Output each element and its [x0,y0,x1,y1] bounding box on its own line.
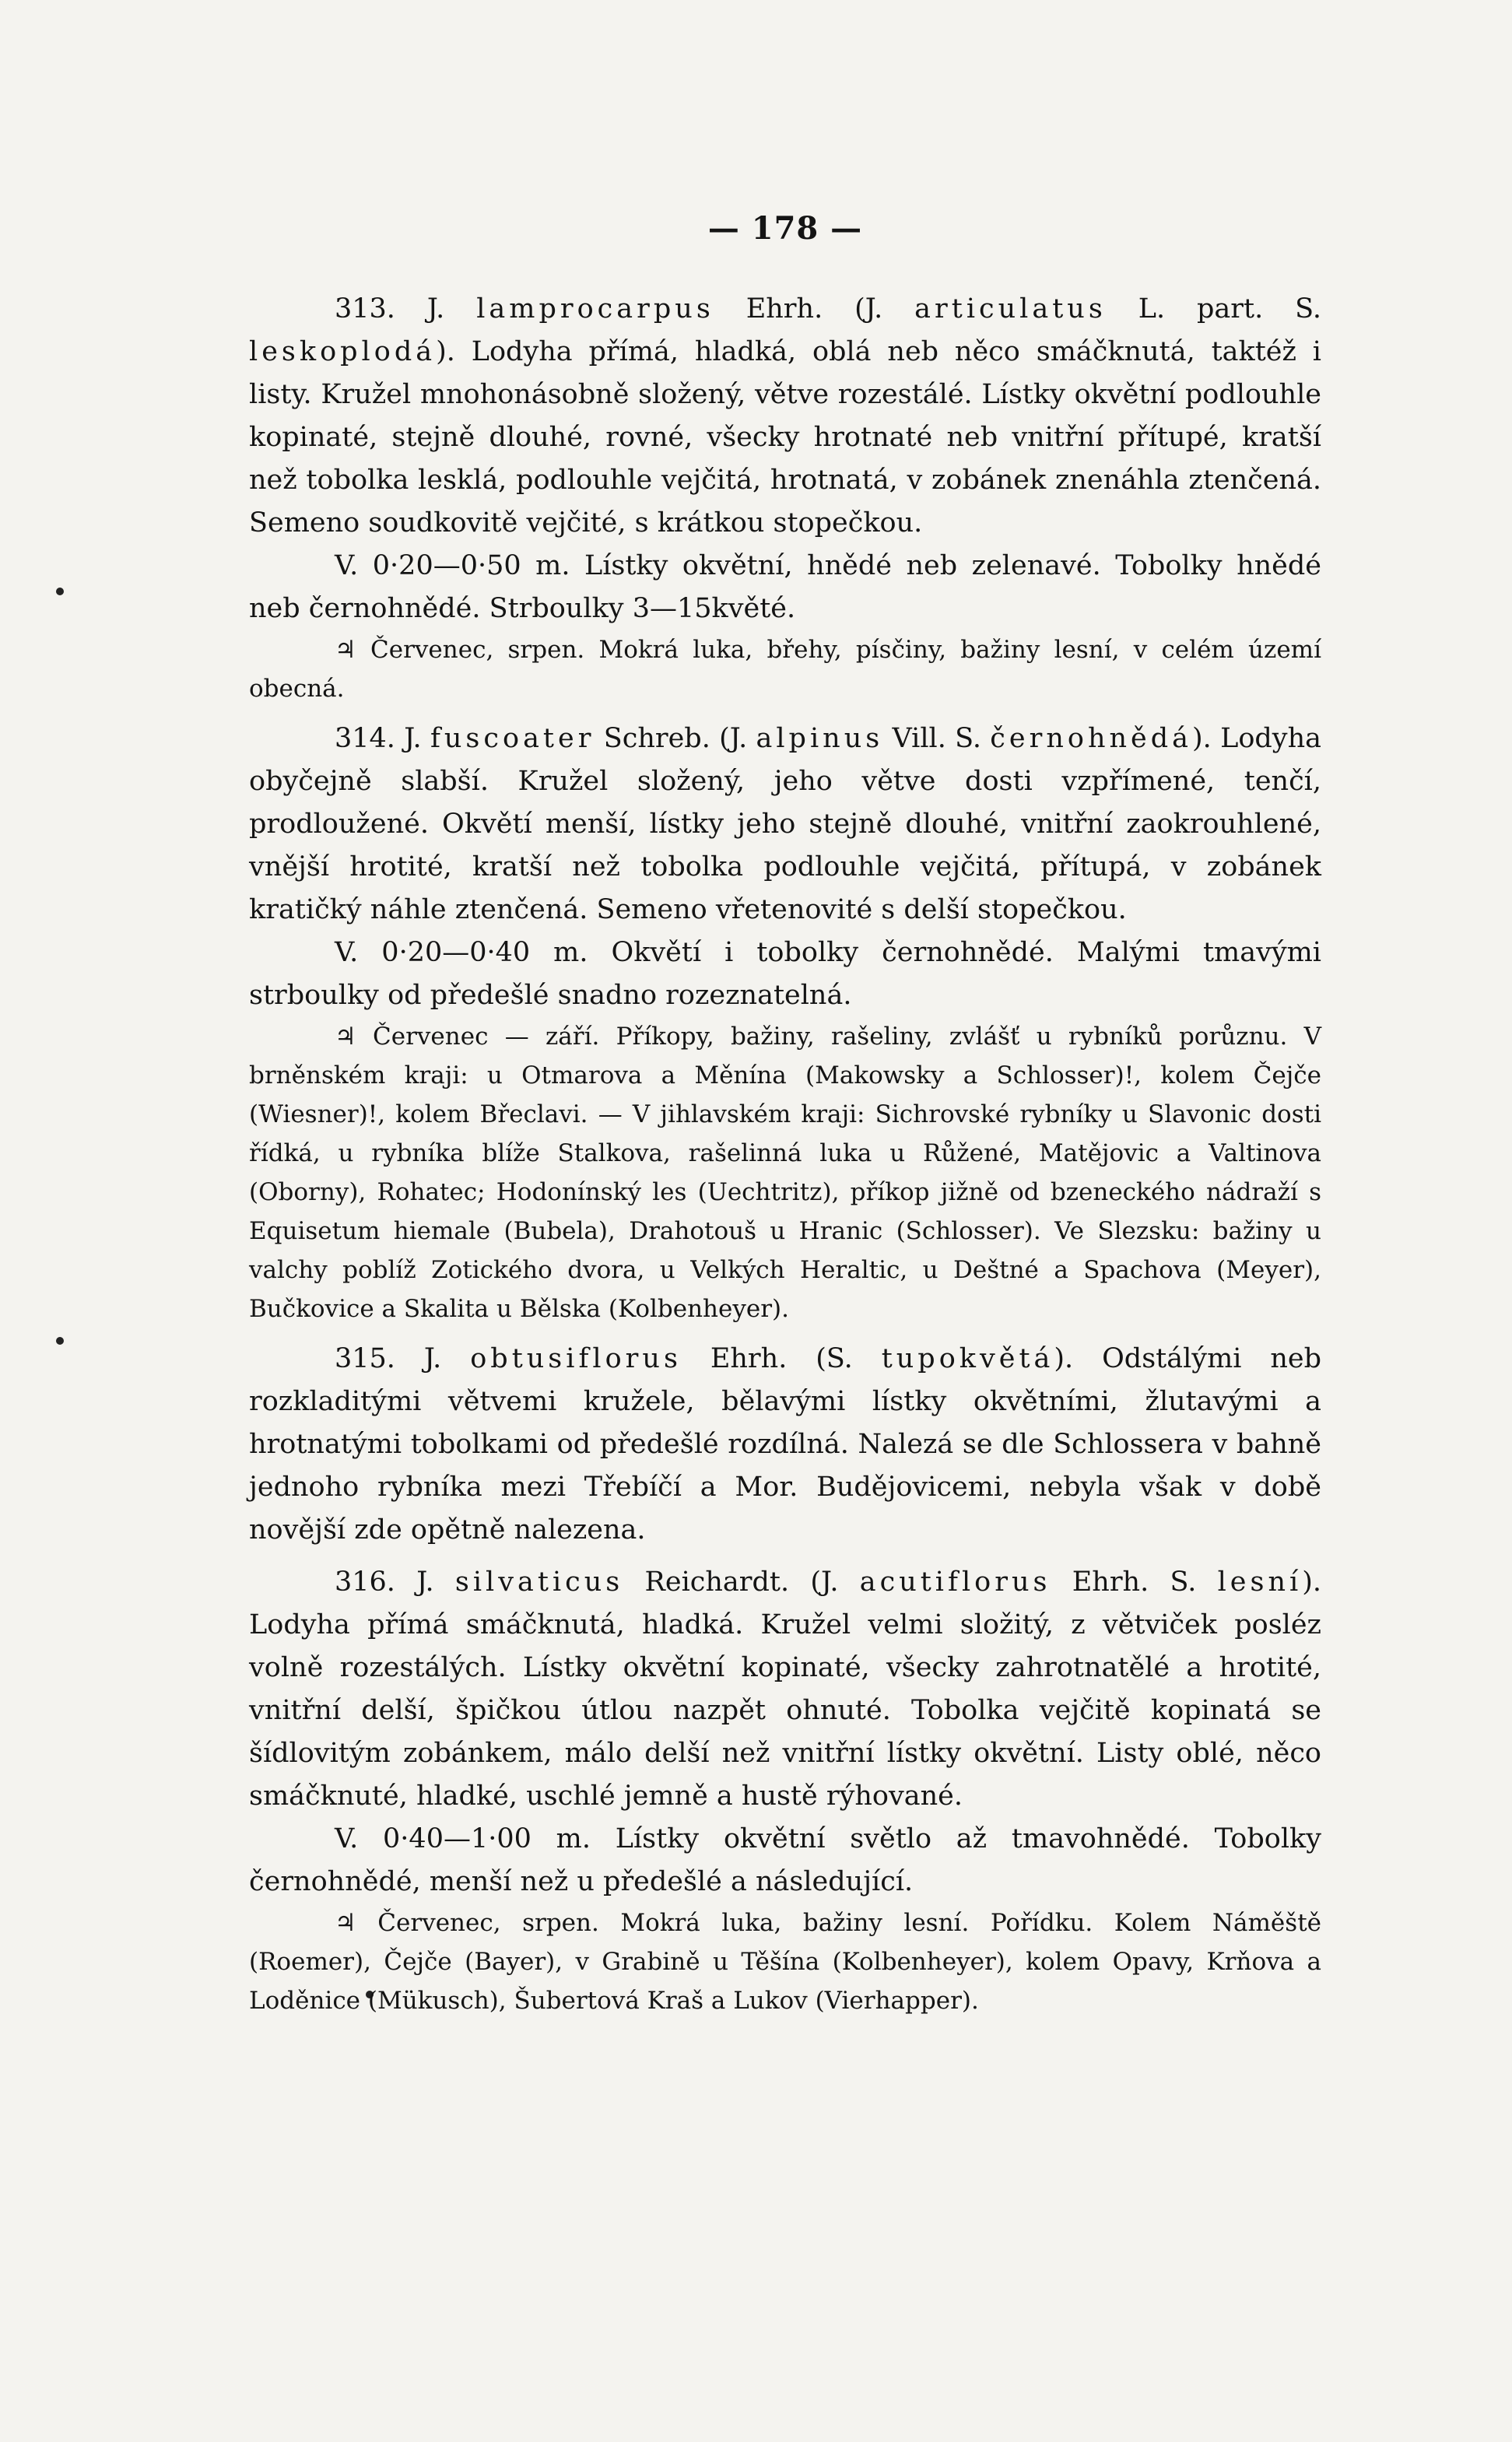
page-number: — 178 — [707,210,863,247]
margin-speck [56,588,64,595]
perennial-symbol: ♃ [335,636,356,664]
entry-314-habitat: ♃ Červenec — září. Příkopy, bažiny, rašeliny, zvlášť u rybníků porůznu. V brněnském kraji: u Otmarova a Měnína (Makowsky a Schlosser)!, kolem Čejče (Wiesner)!, kolem Břeclavi. — V jihlavském kraji: Sichrovské rybníky u Slavonic dosti řídká, u rybníka blíže Stalkova, rašelinná luka u Růžené, Matějovic a Valtinova (Oborny), Rohatec; Hodonínský les (Uechtritz), příkop jižně od bzeneckého nádraží s Equisetum hiemale (Bubela), Drahotouš u Hranic (Schlosser). Ve Slezsku: bažiny u valchy poblíž Zotického dvora, u Velkých Heraltic, u Deštné a Spachova (Meyer), Bučkovice a Skalita u Bělska (Kolbenheyer). [249,1023,1321,1323]
entry-313-habitat: ♃ Červenec, srpen. Mokrá luka, břehy, písčiny, bažiny lesní, v celém území obecná. [249,636,1321,703]
entry-316-habitat: ♃ Červenec, srpen. Mokrá luka, bažiny lesní. Pořídku. Kolem Náměště (Roemer), Čejče (Bayer), v Grabině u Těšína (Kolbenheyer), kolem Opavy, Krňova a Loděnice (Mükusch), Šubertová Kraš a Lukov (Vierhapper). [249,1909,1321,2015]
entry-313-description: 313. J. lamprocarpus Ehrh. (J. articulatus L. part. S. leskoplodá). Lodyha přímá, hladká, oblá neb něco smáčknutá, taktéž i listy. Kružel mnohonásobně složený, větve rozestálé. Lístky okvětní podlouhle kopinaté, stejně dlouhé, rovné, všecky hrotnaté neb vnitřní přítupé, kratší než tobolka lesklá, podlouhle vejčitá, hrotnatá, v zobánek znenáhla ztenčená. Semeno soudkovitě vejčité, s krátkou stopečkou. [249,293,1321,539]
entry-314-size: V. 0·20—0·40 m. Okvětí i tobolky černohnědé. Malými tmavými strboulky od předešlé snadno rozeznatelná. [249,937,1321,1011]
entry-313-size: V. 0·20—0·50 m. Lístky okvětní, hnědé neb zelenavé. Tobolky hnědé neb černohnědé. Strboulky 3—15květé. [249,550,1321,624]
perennial-symbol: ♃ [335,1909,356,1937]
entry-316-description: 316. J. silvaticus Reichardt. (J. acutiflorus Ehrh. S. lesní). Lodyha přímá smáčknutá, hladká. Kružel velmi složitý, z větviček posléz volně rozestálých. Lístky okvětní kopinaté, všecky zahrotnatělé a hrotité, vnitřní delší, špičkou útlou nazpět ohnuté. Tobolka vejčitě kopinatá se šídlovitým zobánkem, málo delší než vnitřní lístky okvětní. Listy oblé, něco smáčknuté, hladké, uschlé jemně a hustě rýhované. [249,1567,1321,1812]
entry-315-description: 315. J. obtusiflorus Ehrh. (S. tupokvětá). Odstálými neb rozkladitými větvemi kružele, bělavými lístky okvětními, žlutavými a hrotnatými tobolkami od předešlé rozdílná. Nalezá se dle Schlossera v bahně jednoho rybníka mezi Třebíčí a Mor. Budějovicemi, nebyla však v době novější zde opětně nalezena. [249,1343,1322,1546]
margin-speck [56,1337,64,1345]
entry-316-size: V. 0·40—1·00 m. Lístky okvětní světlo až tmavohnědé. Tobolky černohnědé, menší než u předešlé a následující. [249,1823,1321,1897]
entry-314-description: 314. J. fuscoater Schreb. (J. alpinus Vill. S. černohnědá). Lodyha obyčejně slabší. Kružel složený, jeho větve dosti vzpřímené, tenčí, prodloužené. Okvětí menší, lístky jeho stejně dlouhé, vnitřní zaokrouhlené, vnější hrotité, kratší než tobolka podlouhle vejčitá, přítupá, v zobánek kratičký náhle ztenčená. Semeno vřetenovité s delší stopečkou. [249,723,1321,925]
body-text [249,288,1321,2020]
perennial-symbol: ♃ [335,1023,356,1051]
